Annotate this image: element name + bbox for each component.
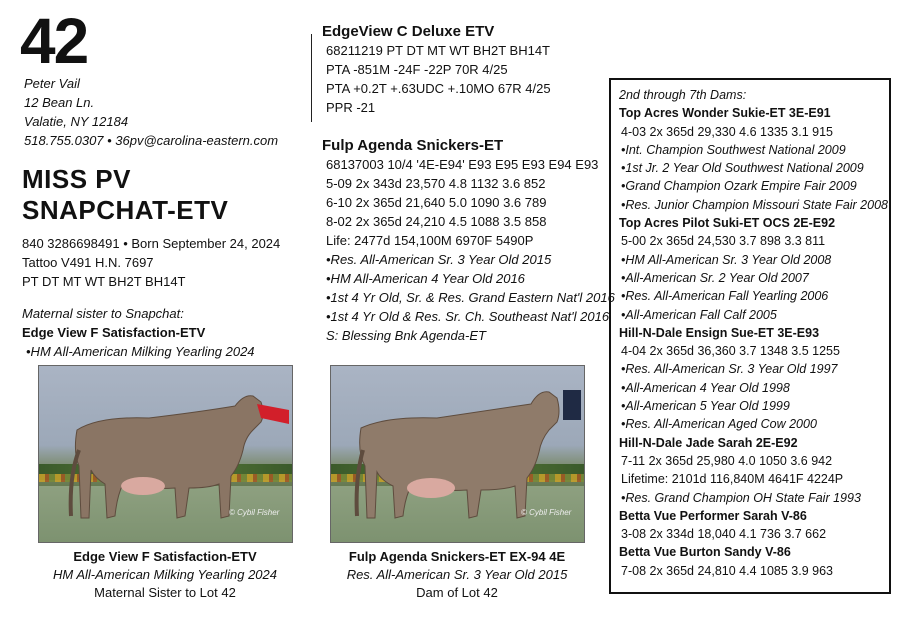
dam-entry-name: Betta Vue Performer Sarah V-86 bbox=[619, 508, 807, 523]
animal-details bbox=[22, 234, 280, 291]
maternal-sister-award: •HM All-American Milking Yearling 2024 bbox=[26, 344, 255, 359]
dam-entry-award: •HM All-American Sr. 3 Year Old 2008 bbox=[621, 252, 832, 267]
dam-entry-record: 7-08 2x 365d 24,810 4.4 1085 3.9 963 bbox=[621, 563, 833, 578]
dams-box bbox=[609, 78, 891, 594]
animal-tattoo: Tattoo V491 H.N. 7697 bbox=[22, 255, 154, 270]
dam-entry-record: 4-04 2x 365d 36,360 3.7 1348 3.5 1255 bbox=[621, 344, 840, 359]
dam-entry-record: 5-00 2x 365d 24,530 3.7 898 3.3 811 bbox=[621, 234, 826, 249]
dam-entry-name: Betta Vue Burton Sandy V-86 bbox=[619, 545, 791, 560]
photo-caption-title: Fulp Agenda Snickers-ET EX-94 4E bbox=[348, 549, 566, 564]
sire-divider bbox=[311, 34, 312, 122]
animal-name bbox=[22, 164, 228, 226]
photo-caption-1 bbox=[20, 548, 310, 602]
dam-entry-record: 4-03 2x 365d 29,330 4.6 1335 3.1 915 bbox=[621, 124, 833, 139]
dam-award: •1st 4 Yr Old, Sr. & Res. Grand Eastern Nat'l 2016 bbox=[326, 290, 615, 305]
photo-watermark: © Cybil Fisher bbox=[521, 508, 572, 517]
dam-entry-name: Top Acres Pilot Suki-ET OCS 2E-E92 bbox=[619, 216, 836, 231]
cow-photo-satisfaction bbox=[38, 365, 293, 543]
dam-entry-award: •Int. Champion Southwest National 2009 bbox=[621, 142, 846, 157]
lot-number: 42 bbox=[20, 5, 88, 77]
dam-entry-award: •All-American 4 Year Old 1998 bbox=[621, 380, 790, 395]
consignor-block bbox=[24, 74, 278, 150]
photo-caption-title: Edge View F Satisfaction-ETV bbox=[73, 549, 257, 564]
dams-box-heading: 2nd through 7th Dams: bbox=[619, 88, 747, 102]
sire-line: PTA -851M -24F -22P 70R 4/25 bbox=[326, 62, 508, 77]
dam-entry-award: •Res. Junior Champion Missouri State Fair 2008 bbox=[621, 197, 888, 212]
dam-record: 68137003 10/4 '4E-E94' E93 E95 E93 E94 E93 bbox=[326, 157, 599, 172]
dam-record: 6-10 2x 365d 21,640 5.0 1090 3.6 789 bbox=[326, 195, 547, 210]
consignor-contact: 518.755.0307 • 36pv@carolina-eastern.com bbox=[24, 133, 279, 148]
consignor-name: Peter Vail bbox=[24, 76, 80, 91]
dam-award: •1st 4 Yr Old & Res. Sr. Ch. Southeast Nat'l 2016 bbox=[326, 309, 610, 324]
dam-entry-name: Hill-N-Dale Jade Sarah 2E-E92 bbox=[619, 435, 798, 450]
photo-caption-subtitle: Res. All-American Sr. 3 Year Old 2015 bbox=[346, 567, 568, 582]
sire-name: EdgeView C Deluxe ETV bbox=[322, 23, 495, 40]
dam-entry-record: 7-11 2x 365d 25,980 4.0 1050 3.6 942 bbox=[621, 453, 833, 468]
dam-entry-record: Lifetime: 2101d 116,840M 4641F 4224P bbox=[621, 472, 844, 487]
animal-name-line2: SNAPCHAT-ETV bbox=[22, 195, 229, 225]
dam-entry-award: •All-American 5 Year Old 1999 bbox=[621, 399, 790, 414]
dam-entry-name: Hill-N-Dale Ensign Sue-ET 3E-E93 bbox=[619, 325, 820, 340]
sire-line: 68211219 PT DT MT WT BH2T BH14T bbox=[326, 43, 550, 58]
dam-entry-name: Top Acres Wonder Sukie-ET 3E-E91 bbox=[619, 106, 831, 121]
animal-name-line1: MISS PV bbox=[22, 164, 131, 194]
sire-block bbox=[322, 22, 551, 117]
maternal-sister-name: Edge View F Satisfaction-ETV bbox=[22, 325, 206, 340]
dam-award: •Res. All-American Sr. 3 Year Old 2015 bbox=[326, 252, 552, 267]
dam-record: Life: 2477d 154,100M 6970F 5490P bbox=[326, 233, 534, 248]
sire-line: PPR -21 bbox=[326, 100, 376, 115]
dam-sire-line: S: Blessing Bnk Agenda-ET bbox=[326, 328, 486, 343]
dam-award: •HM All-American 4 Year Old 2016 bbox=[326, 271, 525, 286]
dam-record: 5-09 2x 343d 23,570 4.8 1132 3.6 852 bbox=[326, 176, 546, 191]
dam-name: Fulp Agenda Snickers-ET bbox=[322, 137, 504, 154]
dam-entry-award: •Grand Champion Ozark Empire Fair 2009 bbox=[621, 179, 857, 194]
dam-entry-award: •Res. Grand Champion OH State Fair 1993 bbox=[621, 490, 861, 505]
dam-entry-award: •Res. All-American Sr. 3 Year Old 1997 bbox=[621, 362, 838, 377]
maternal-sister-intro: Maternal sister to Snapchat: bbox=[22, 306, 184, 321]
dam-entry-award: •Res. All-American Fall Yearling 2006 bbox=[621, 289, 829, 304]
consignor-address2: Valatie, NY 12184 bbox=[24, 114, 129, 129]
animal-genetics: PT DT MT WT BH2T BH14T bbox=[22, 274, 186, 289]
photo-watermark: © Cybil Fisher bbox=[229, 508, 280, 517]
sire-line: PTA +0.2T +.63UDC +.10MO 67R 4/25 bbox=[326, 81, 551, 96]
photo-caption-note: Dam of Lot 42 bbox=[416, 585, 498, 600]
photo-caption-note: Maternal Sister to Lot 42 bbox=[94, 585, 236, 600]
maternal-sister-block bbox=[22, 304, 255, 361]
consignor-address1: 12 Bean Ln. bbox=[24, 95, 95, 110]
dam-entry-award: •1st Jr. 2 Year Old Southwest National 2009 bbox=[621, 161, 864, 176]
photo-caption-2 bbox=[312, 548, 602, 602]
cow-photo-snickers bbox=[330, 365, 585, 543]
dam-entry-award: •All-American Sr. 2 Year Old 2007 bbox=[621, 270, 809, 285]
dam-entry-award: •Res. All-American Aged Cow 2000 bbox=[621, 417, 817, 432]
dam-record: 8-02 2x 365d 24,210 4.5 1088 3.5 858 bbox=[326, 214, 547, 229]
photo-caption-subtitle: HM All-American Milking Yearling 2024 bbox=[53, 567, 277, 582]
dam-entry-record: 3-08 2x 334d 18,040 4.1 736 3.7 662 bbox=[621, 527, 827, 542]
dam-entry-award: •All-American Fall Calf 2005 bbox=[621, 307, 777, 322]
animal-reg-born: 840 3286698491 • Born September 24, 2024 bbox=[22, 236, 281, 251]
dam-block bbox=[322, 136, 615, 345]
